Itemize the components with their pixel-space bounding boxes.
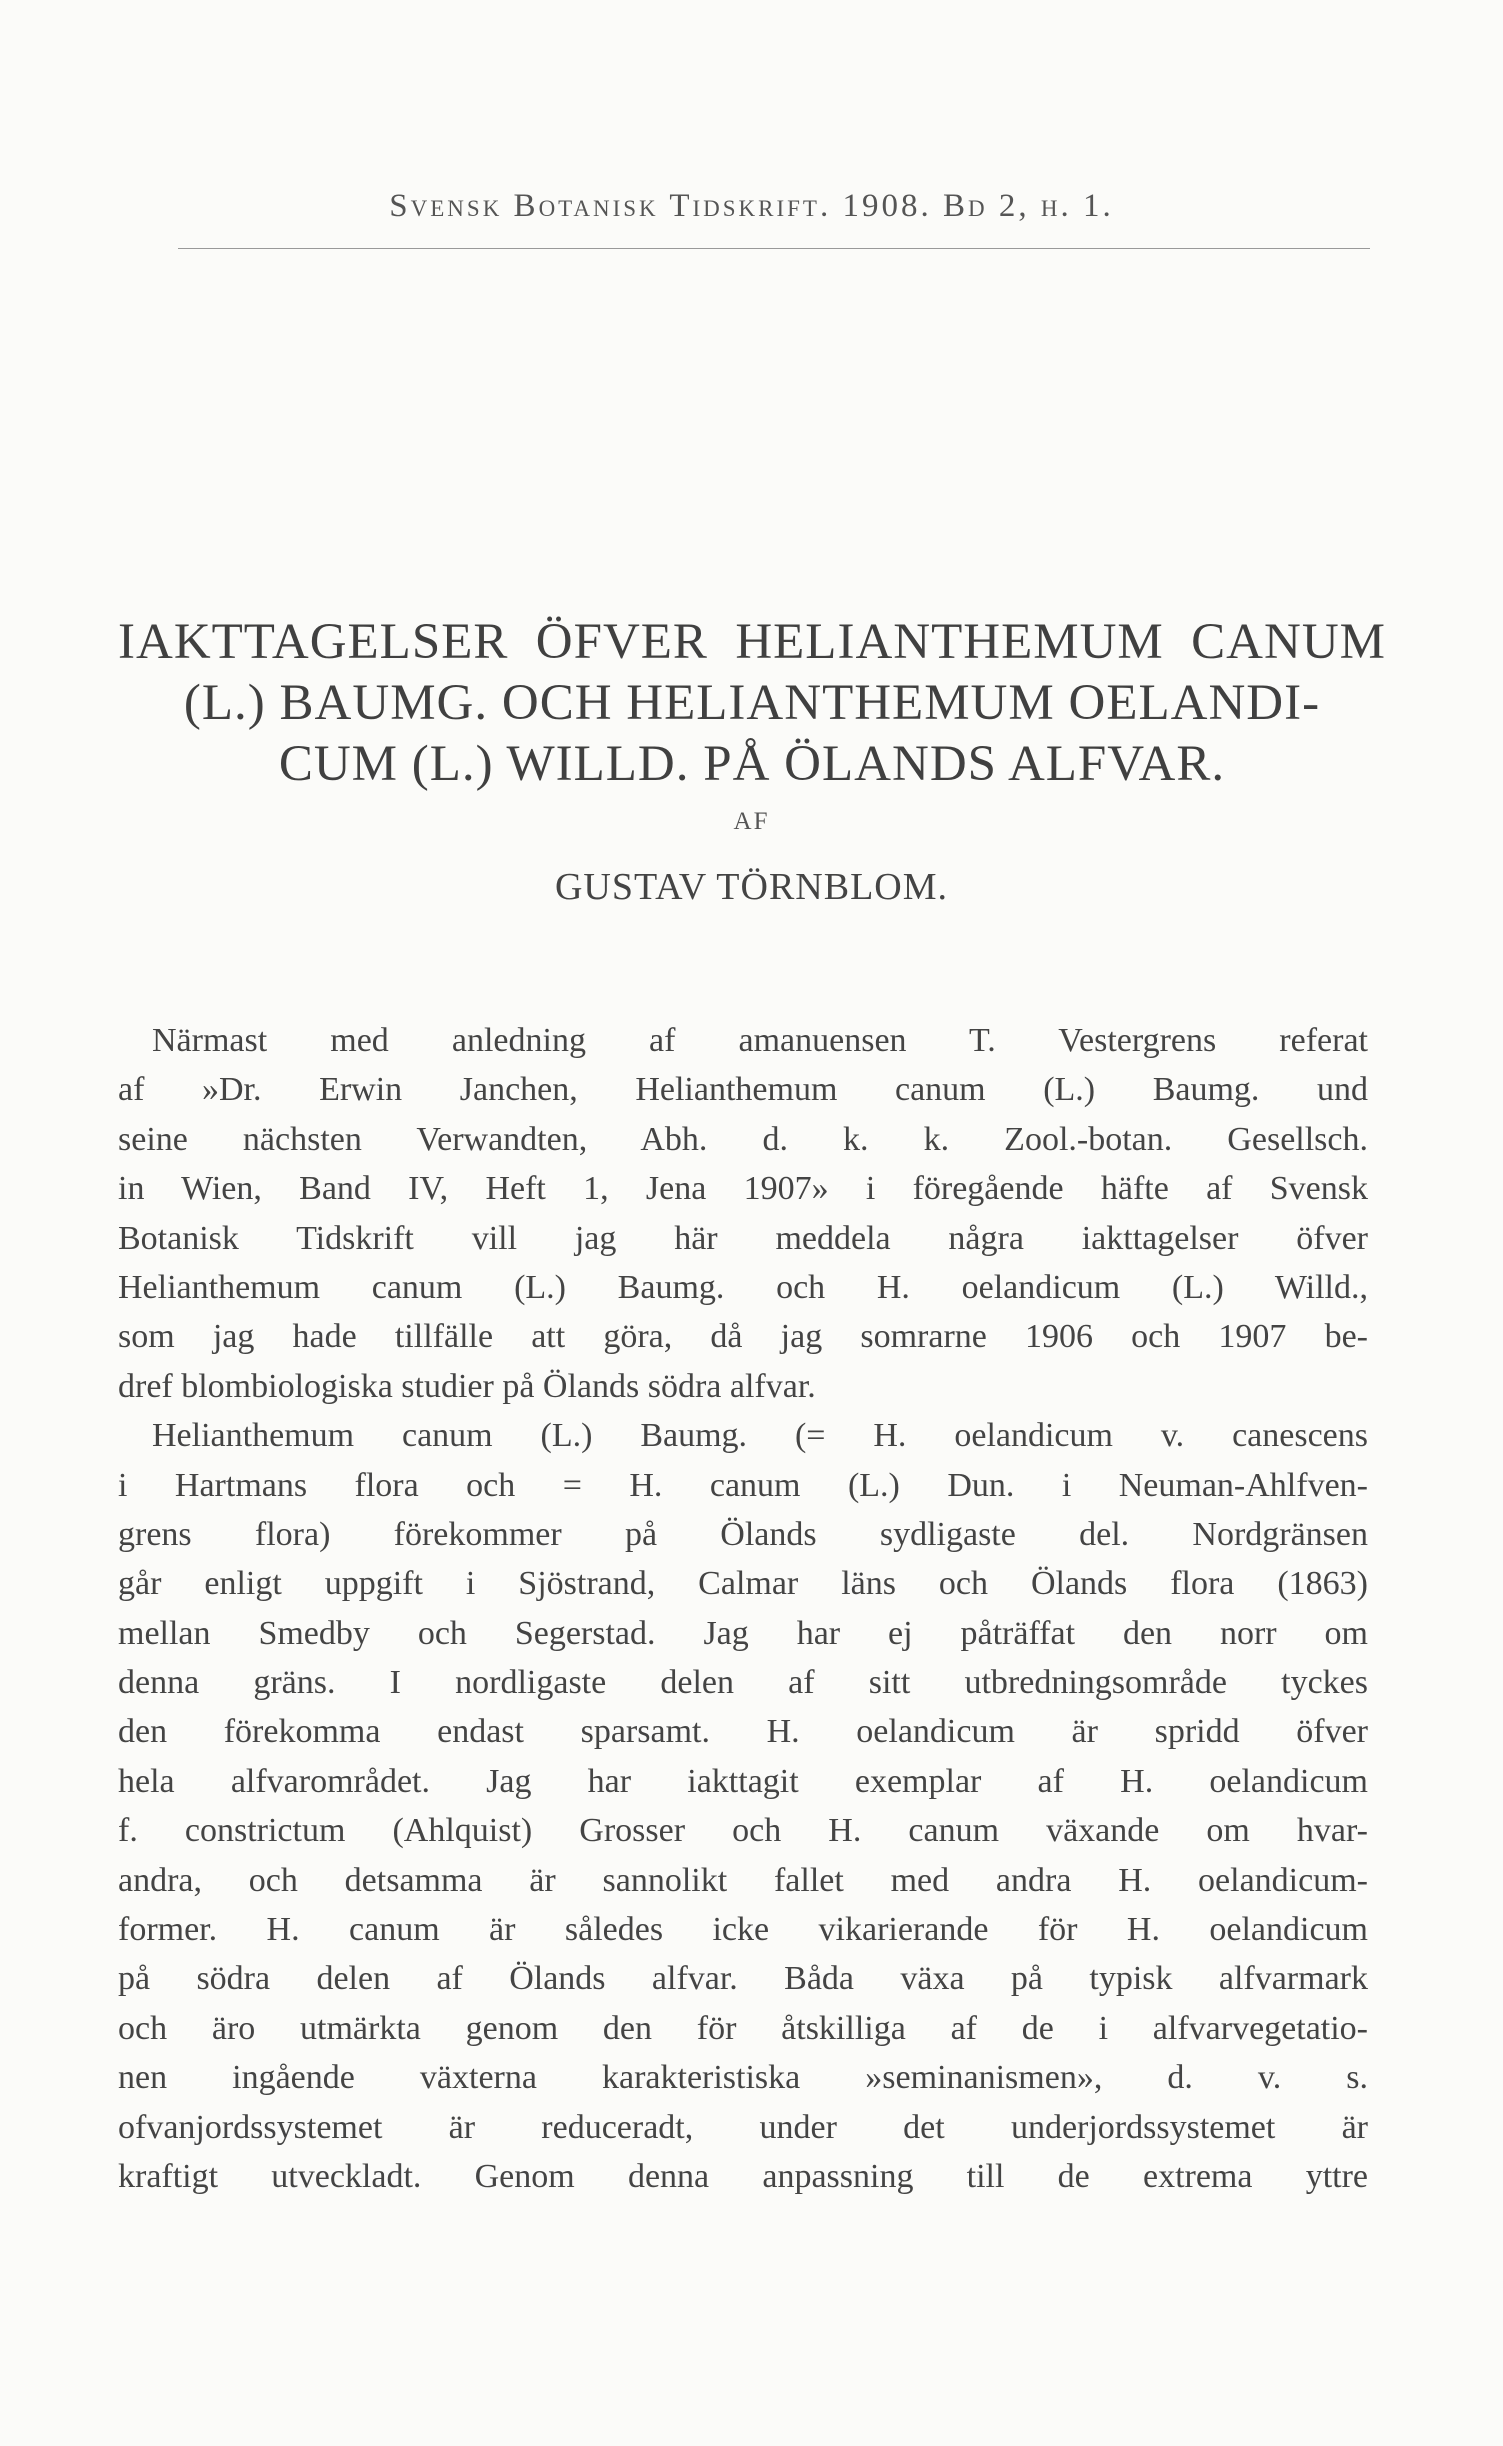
title-line: CUM (L.) WILLD. PÅ ÖLANDS ALFVAR. [278, 736, 1226, 792]
body-line: den förekomma endast sparsamt. H. oelandicum är spridd öfver [118, 1713, 1368, 1751]
body-line: går enligt uppgift i Sjöstrand, Calmar läns och Ölands flora (1863) [118, 1565, 1368, 1603]
body-line: och äro utmärkta genom den för åtskilliga af de i alfvarvegetatio- [118, 2009, 1368, 2047]
running-head: Svensk Botanisk Tidskrift. 1908. Bd 2, h. 1. [389, 188, 1114, 224]
body-line: grens flora) förekommer på Ölands sydligaste del. Nordgränsen [118, 1515, 1368, 1553]
body-line: som jag hade tillfälle att göra, då jag somrarne 1906 och 1907 be- [118, 1318, 1368, 1356]
body-line: ofvanjordssystemet är reduceradt, under det underjordssystemet är [118, 2108, 1368, 2146]
author-name: GUSTAV TÖRNBLOM. [554, 866, 949, 908]
article-title [118, 612, 1386, 795]
body-line: dref blombiologiska studier på Ölands södra alfvar. [118, 1367, 816, 1405]
body-line: mellan Smedby och Segerstad. Jag har ej påträffat den norr om [118, 1614, 1368, 1652]
body-line: nen ingående växterna karakteristiska »seminanismen», d. v. s. [118, 2059, 1368, 2097]
body-line: Botanisk Tidskrift vill jag här meddela några iakttagelser öfver [118, 1219, 1368, 1257]
body-line: in Wien, Band IV, Heft 1, Jena 1907» i föregående häfte af Svensk [118, 1170, 1368, 1208]
body-line: denna gräns. I nordligaste delen af sitt utbredningsområde tyckes [118, 1664, 1368, 1702]
title-line: (L.) BAUMG. OCH HELIANTHEMUM OELANDI- [183, 675, 1321, 731]
body-line: former. H. canum är således icke vikarierande för H. oelandicum [118, 1911, 1368, 1949]
body-line: kraftigt utveckladt. Genom denna anpassning till de extrema yttre [118, 2157, 1368, 2195]
body-line: Närmast med anledning af amanuensen T. Vestergrens referat [152, 1022, 1368, 1059]
title-line: IAKTTAGELSER ÖFVER HELIANTHEMUM CANUM [118, 614, 1386, 670]
body-line: Helianthemum canum (L.) Baumg. och H. oelandicum (L.) Willd., [118, 1268, 1368, 1306]
header-rule [178, 248, 1370, 249]
body-line: i Hartmans flora och = H. canum (L.) Dun. i Neuman-Ahlfven- [118, 1466, 1368, 1504]
body-line: seine nächsten Verwandten, Abh. d. k. k. Zool.-botan. Gesellsch. [118, 1120, 1368, 1158]
byline-af: AF [733, 808, 770, 835]
body-line: f. constrictum (Ahlquist) Grosser och H. canum växande om hvar- [118, 1812, 1368, 1850]
body-line: andra, och detsamma är sannolikt fallet med andra H. oelandicum- [118, 1861, 1368, 1899]
body-line: af »Dr. Erwin Janchen, Helianthemum canum (L.) Baumg. und [118, 1071, 1368, 1109]
body-line: hela alfvarområdet. Jag har iakttagit exemplar af H. oelandicum [118, 1762, 1368, 1800]
body-line: på södra delen af Ölands alfvar. Båda växa på typisk alfvarmark [118, 1960, 1368, 1998]
body-line: Helianthemum canum (L.) Baumg. (= H. oelandicum v. canescens [152, 1417, 1368, 1455]
body-text [118, 1016, 1368, 2201]
